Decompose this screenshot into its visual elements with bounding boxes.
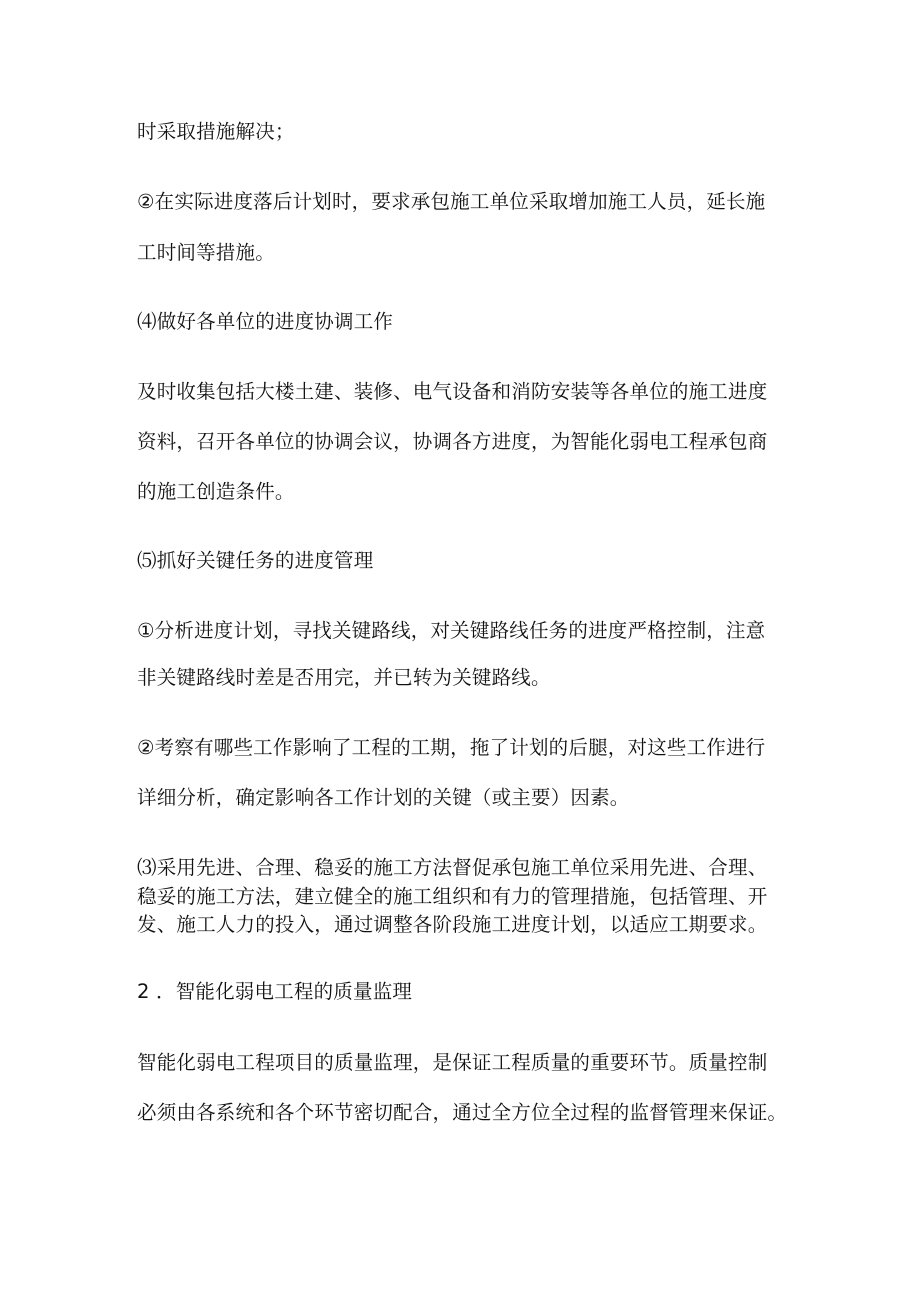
text-line: 必须由各系统和各个环节密切配合，通过全方位全过程的监督管理来保证。	[137, 1101, 788, 1124]
text-line: ⑶采用先进、合理、稳妥的施工方法督促承包施工单位采用先进、合理、	[137, 856, 768, 879]
text-line: 智能化弱电工程项目的质量监理，是保证工程质量的重要环节。质量控制	[137, 1051, 768, 1074]
text-line: ②考察有哪些工作影响了工程的工期，拖了计划的后腿，对这些工作进行	[137, 736, 766, 759]
text-line: 发、施工人力的投入，通过调整各阶段施工进度计划，以适应工期要求。	[137, 913, 768, 936]
text-line: 及时收集包括大楼土建、装修、电气设备和消防安装等各单位的施工进度	[137, 380, 768, 403]
section-heading: ⑸抓好关键任务的进度管理	[137, 549, 374, 572]
section-heading: 2 ．智能化弱电工程的质量监理	[137, 980, 413, 1003]
text-line: 工时间等措施。	[137, 241, 275, 264]
text-line: 非关键路线时差是否用完，并已转为关键路线。	[137, 666, 551, 689]
text-line: 资料，召开各单位的协调会议，协调各方进度，为智能化弱电工程承包商	[137, 430, 768, 453]
text-line: ②在实际进度落后计划时，要求承包施工单位采取增加施工人员，延长施	[137, 190, 766, 213]
text-line: 稳妥的施工方法，建立健全的施工组织和有力的管理措施，包括管理、开	[137, 885, 768, 908]
text-line: ①分析进度计划，寻找关键路线，对关键路线任务的进度严格控制，注意	[137, 619, 766, 642]
text-line: 的施工创造条件。	[137, 480, 295, 503]
section-heading: ⑷做好各单位的进度协调工作	[137, 310, 394, 333]
text-line: 时采取措施解决；	[137, 120, 295, 143]
text-line: 详细分析，确定影响各工作计划的关键（或主要）因素。	[137, 786, 630, 809]
